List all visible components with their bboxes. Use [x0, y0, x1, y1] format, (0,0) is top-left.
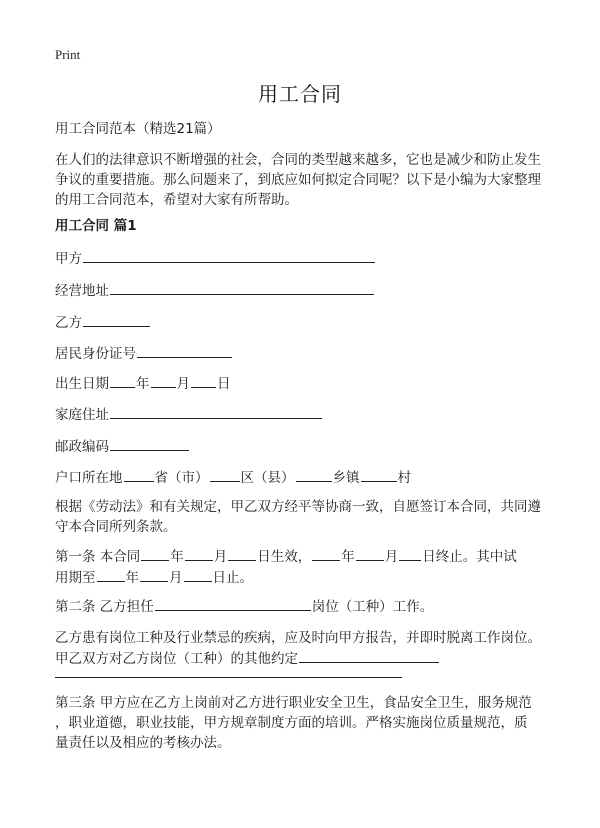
- home-address-label: 家庭住址: [55, 407, 109, 423]
- birth-day-blank[interactable]: [191, 373, 216, 388]
- postal-code-blank[interactable]: [110, 436, 189, 451]
- party-a-blank[interactable]: [83, 248, 375, 263]
- business-address-label: 经营地址: [55, 283, 109, 299]
- article-3-line: 量责任以及相应的考核办法。: [55, 735, 231, 751]
- province-blank[interactable]: [124, 467, 154, 482]
- end-day-blank[interactable]: [399, 546, 421, 561]
- district-label: 区（县）: [240, 470, 295, 486]
- article-3: [55, 693, 585, 753]
- year-label: 年: [125, 570, 139, 586]
- probation-year-blank[interactable]: [97, 567, 125, 582]
- party-b-blank[interactable]: [83, 312, 150, 327]
- town-label: 乡镇: [332, 470, 360, 486]
- start-month-blank[interactable]: [185, 546, 213, 561]
- party-b-label: 乙方: [55, 315, 82, 331]
- month-label: 月: [213, 549, 228, 565]
- day-stop-label: 日止。: [212, 570, 253, 586]
- basis-line: 根据《劳动法》和有关规定，甲乙双方经平等协商一致，自愿签订本合同，共同遵: [55, 499, 541, 515]
- article-1-prefix: 第一条 本合同: [55, 549, 141, 565]
- day-effective-label: 日生效，: [257, 549, 312, 565]
- village-blank[interactable]: [361, 467, 397, 482]
- province-label: 省（市）: [154, 470, 209, 486]
- start-day-blank[interactable]: [228, 546, 256, 561]
- document-title: 用工合同: [258, 82, 342, 106]
- day-end-label: 日终止。其中试: [422, 549, 517, 565]
- postal-code-field: [55, 436, 190, 457]
- document-subtitle: 用工合同范本（精选21篇）: [55, 121, 221, 137]
- probation-day-blank[interactable]: [184, 567, 212, 582]
- end-year-blank[interactable]: [312, 546, 340, 561]
- party-a-field: [55, 248, 376, 269]
- article-2-notes: [55, 628, 595, 669]
- article-2-prefix: 第二条 乙方担任: [55, 599, 154, 615]
- id-number-blank[interactable]: [137, 343, 232, 358]
- business-address-field: [55, 280, 375, 301]
- district-blank[interactable]: [210, 467, 240, 482]
- village-label: 村: [397, 470, 411, 486]
- probation-month-blank[interactable]: [140, 567, 168, 582]
- intro-line: 争议的重要措施。那么问题来了，到底应如何拟定合同呢？以下是小编为大家整理: [55, 172, 541, 188]
- intro-line: 在人们的法律意识不断增强的社会，合同的类型越来越多，它也是减少和防止发生: [55, 152, 541, 168]
- end-month-blank[interactable]: [356, 546, 384, 561]
- position-blank[interactable]: [155, 596, 311, 611]
- birth-date-label: 出生日期: [55, 376, 109, 392]
- probation-label: 用期至: [55, 570, 96, 586]
- article-2-suffix: 岗位（工种）工作。: [311, 599, 434, 615]
- article-2: [55, 596, 433, 617]
- notes-line-1: 乙方患有岗位工种及行业禁忌的疾病，应及时向甲方报告，并即时脱离工作岗位。: [55, 630, 541, 646]
- article-3-line: ，职业道德，职业技能，甲方规章制度方面的培训。严格实施岗位质量规范，质: [55, 715, 528, 731]
- article-1: [55, 546, 555, 588]
- birth-month-blank[interactable]: [151, 373, 176, 388]
- home-address-blank[interactable]: [110, 404, 322, 419]
- year-label: 年: [341, 549, 355, 565]
- basis-paragraph: [55, 497, 555, 537]
- article-1-line-1: [55, 546, 555, 567]
- other-agreement-blank[interactable]: [299, 648, 439, 663]
- id-number-field: [55, 343, 233, 364]
- hukou-label: 户口所在地: [55, 470, 123, 486]
- year-label: 年: [170, 549, 184, 565]
- id-number-label: 居民身份证号: [55, 346, 136, 362]
- home-address-field: [55, 404, 323, 425]
- notes-line-2: [55, 648, 595, 669]
- party-a-label: 甲方: [55, 251, 82, 267]
- month-label: 月: [384, 549, 399, 565]
- business-address-blank[interactable]: [110, 280, 374, 295]
- section-heading: 用工合同 篇1: [55, 218, 137, 234]
- day-label: 日: [217, 376, 231, 392]
- print-label: Print: [55, 47, 81, 62]
- month-label: 月: [176, 376, 190, 392]
- month-label: 月: [169, 570, 183, 586]
- intro-paragraph: [55, 150, 555, 210]
- other-agreement-continuation-line[interactable]: [55, 677, 402, 678]
- article-1-line-2: [55, 567, 555, 588]
- basis-line: 守本合同所列条款。: [55, 519, 177, 535]
- postal-code-label: 邮政编码: [55, 439, 109, 455]
- article-3-line: 第三条 甲方应在乙方上岗前对乙方进行职业安全卫生，食品安全卫生，服务规范: [55, 695, 532, 711]
- intro-line: 的用工合同范本，希望对大家有所帮助。: [55, 192, 298, 208]
- start-year-blank[interactable]: [141, 546, 169, 561]
- birth-date-field: [55, 373, 231, 394]
- birth-year-blank[interactable]: [110, 373, 135, 388]
- other-agreement-label: 甲乙双方对乙方岗位（工种）的其他约定: [55, 651, 298, 667]
- year-label: 年: [136, 376, 150, 392]
- town-blank[interactable]: [296, 467, 332, 482]
- party-b-field: [55, 312, 151, 333]
- hukou-field: [55, 467, 411, 488]
